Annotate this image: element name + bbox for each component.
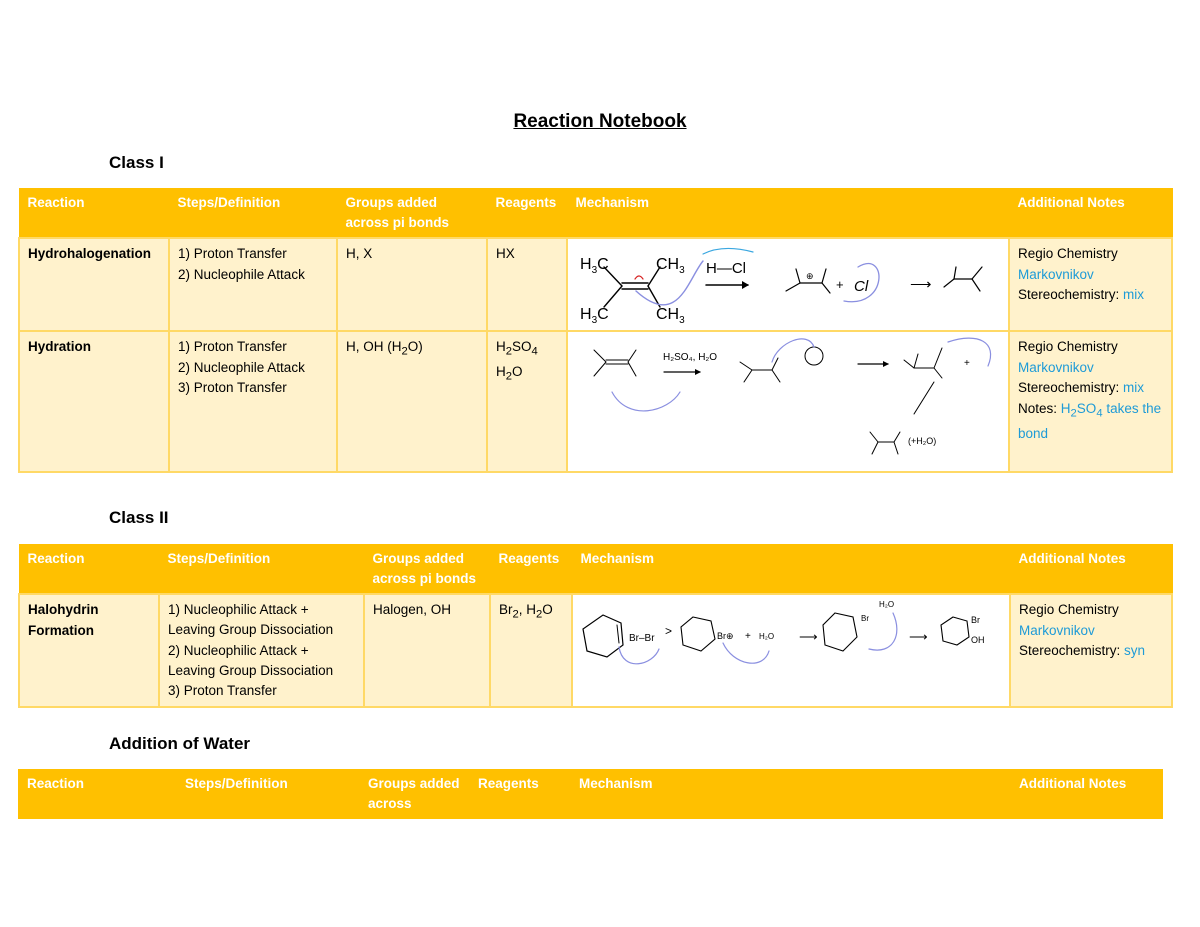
double-bond [617, 625, 619, 643]
water-molecule [805, 347, 823, 365]
reaction-name: Hydration [19, 331, 169, 472]
step: 1) Proton Transfer [178, 339, 287, 354]
stereo-label: Stereochemistry: [1018, 380, 1124, 395]
notes-cell [1009, 238, 1172, 331]
header-row [19, 770, 1163, 819]
plus-sign: + [745, 631, 751, 642]
regio-label: Regio Chemistry [1018, 246, 1118, 261]
reagents-cell: $Br_2$, $H_2O$ [490, 594, 572, 707]
reaction-name: Hydrohalogenation [19, 238, 169, 331]
svg-text:H3C: $H_3C$ [580, 256, 609, 276]
header-row [19, 545, 1172, 595]
label: H [580, 306, 592, 323]
electron-arrow [619, 647, 659, 664]
groups-cell: Halogen, OH [364, 594, 490, 707]
stereo-value: mix [1123, 287, 1145, 302]
class-1-table [18, 188, 1173, 473]
reagents-cell [487, 331, 567, 472]
alcohol-product [870, 432, 900, 454]
groups-cell: H, X [337, 238, 487, 331]
class-2-table [18, 544, 1173, 708]
table-row [19, 594, 1172, 707]
charge-plus: ⊕ [806, 271, 814, 281]
header-row [19, 189, 1172, 239]
alkene-bonds [604, 267, 660, 307]
header-groups: Groups added across pi bonds [364, 545, 490, 595]
electron-arrow [723, 643, 769, 663]
header-groups: Groups added across [360, 770, 470, 819]
header-groups: Groups added across pi bonds [337, 189, 487, 239]
bromine-substituent: Br [971, 615, 980, 625]
section-heading-addition-of-water: Addition of Water [109, 734, 251, 753]
svg-text:CH3: $CH_3$ [656, 256, 685, 276]
header-steps: Steps/Definition [159, 545, 364, 595]
electron-arrow [772, 339, 814, 362]
step: Leaving Group Dissociation [168, 662, 334, 678]
header-reagents: Reagents [470, 770, 571, 819]
header-reaction: Reaction [19, 770, 177, 819]
stereo-line [1019, 641, 1163, 662]
alkene-bonds [594, 350, 636, 376]
product-ring [941, 617, 969, 645]
cyclohexene-ring [583, 615, 623, 657]
table-row [19, 238, 1172, 331]
notes-cell [1010, 594, 1172, 707]
hcl-label: H—Cl [706, 260, 746, 277]
stereo-label: Stereochemistry: [1018, 287, 1124, 302]
steps-cell [159, 594, 364, 707]
bromonium-ring [681, 617, 715, 651]
stereo-line [1018, 285, 1163, 306]
mechanism-cell [572, 594, 1010, 707]
step: 3) Proton Transfer [168, 683, 277, 699]
reaction-arrow [914, 382, 934, 414]
bromine-substituent: Br [861, 614, 869, 623]
step: 1) Proton Transfer [178, 246, 287, 261]
step: 3) Proton Transfer [178, 380, 287, 395]
header-mechanism: Mechanism [567, 189, 1009, 239]
svg-text:CH3: $CH_3$ [656, 306, 685, 326]
groups-cell: H, OH $(H_2O)$ [337, 331, 487, 472]
header-reagents: Reagents [487, 189, 567, 239]
regio-label: Regio Chemistry [1018, 339, 1118, 354]
chloride-label: Cl [854, 278, 869, 295]
stereo-line [1018, 378, 1163, 399]
plus-sign: + [964, 358, 970, 369]
reagent: $H_2SO_4$ [496, 339, 538, 358]
reagent-label: H₂SO₄, H₂O [663, 352, 718, 363]
regio-label: Regio Chemistry [1019, 602, 1119, 617]
reagent: $H_2O$ [496, 364, 523, 383]
page-title: Reaction Notebook [513, 111, 687, 132]
header-reaction: Reaction [19, 189, 169, 239]
intermediate-ring [823, 613, 857, 651]
header-notes: Additional Notes [1011, 770, 1163, 819]
header-notes: Additional Notes [1009, 189, 1172, 239]
arrowhead [695, 369, 701, 375]
arrowhead [883, 361, 889, 367]
product-structure [944, 267, 982, 291]
reaction-arrow: ⟶ [799, 629, 818, 644]
svg-text:H3C: $H_3C$ [580, 306, 609, 326]
mechanism-cell [567, 238, 1009, 331]
plus-sign: + [836, 277, 844, 292]
step: 1) Nucleophilic Attack + [168, 602, 309, 617]
regio-value: Markovnikov [1018, 359, 1094, 375]
header-notes: Additional Notes [1010, 545, 1172, 595]
notes-line: Notes: $H_2SO_4$ takes the bond [1018, 400, 1162, 441]
regio-value: Markovnikov [1018, 266, 1094, 282]
water-byproduct: (+H₂O) [908, 436, 937, 446]
header-steps: Steps/Definition [169, 189, 337, 239]
oxonium-structure [904, 348, 942, 378]
steps-cell [169, 238, 337, 331]
reaction-arrow: > [665, 624, 673, 638]
steps-cell [169, 331, 337, 472]
electron-arrow [612, 392, 680, 411]
step: 2) Nucleophilic Attack + [168, 642, 309, 658]
stereo-label: Stereochemistry: [1019, 643, 1125, 658]
label: CH [656, 306, 680, 323]
stereo-value: mix [1123, 380, 1145, 395]
label: H [580, 256, 592, 273]
pi-electrons-mark [635, 276, 643, 279]
header-mechanism: Mechanism [572, 545, 1010, 595]
header-mechanism: Mechanism [571, 770, 1011, 819]
header-reaction: Reaction [19, 545, 159, 595]
header-reagents: Reagents [490, 545, 572, 595]
arrowhead [742, 281, 749, 289]
carbocation-structure [740, 358, 780, 382]
addition-of-water-table [18, 769, 1163, 819]
reaction-arrow: ⟶ [910, 276, 932, 293]
notes-cell [1009, 331, 1172, 472]
water-label: H₂O [759, 632, 775, 641]
electron-arrow [703, 248, 753, 254]
bromine-label: Br–Br [629, 633, 655, 644]
step: 2) Nucleophile Attack [178, 359, 305, 375]
step: Leaving Group Dissociation [168, 622, 334, 638]
bromonium-label: Br⊕ [717, 631, 734, 641]
section-heading-class-2: Class II [109, 508, 169, 527]
mechanism-drawing [573, 595, 1007, 683]
hydroxyl-substituent: OH [971, 635, 985, 645]
header-steps: Steps/Definition [177, 770, 360, 819]
electron-arrow [869, 613, 897, 650]
reaction-name: Halohydrin Formation [19, 594, 159, 707]
mechanism-drawing [568, 332, 1006, 469]
step: 2) Nucleophile Attack [178, 266, 305, 282]
stereo-value: syn [1124, 643, 1146, 658]
mechanism-drawing [568, 239, 1006, 328]
label: CH [656, 256, 680, 273]
regio-value: Markovnikov [1019, 622, 1095, 638]
table-row [19, 331, 1172, 472]
water-label: H₂O [879, 600, 895, 609]
section-heading-class-1: Class I [109, 153, 164, 172]
reaction-arrow: ⟶ [909, 629, 928, 644]
reagents-cell: HX [487, 238, 567, 331]
mechanism-cell [567, 331, 1009, 472]
